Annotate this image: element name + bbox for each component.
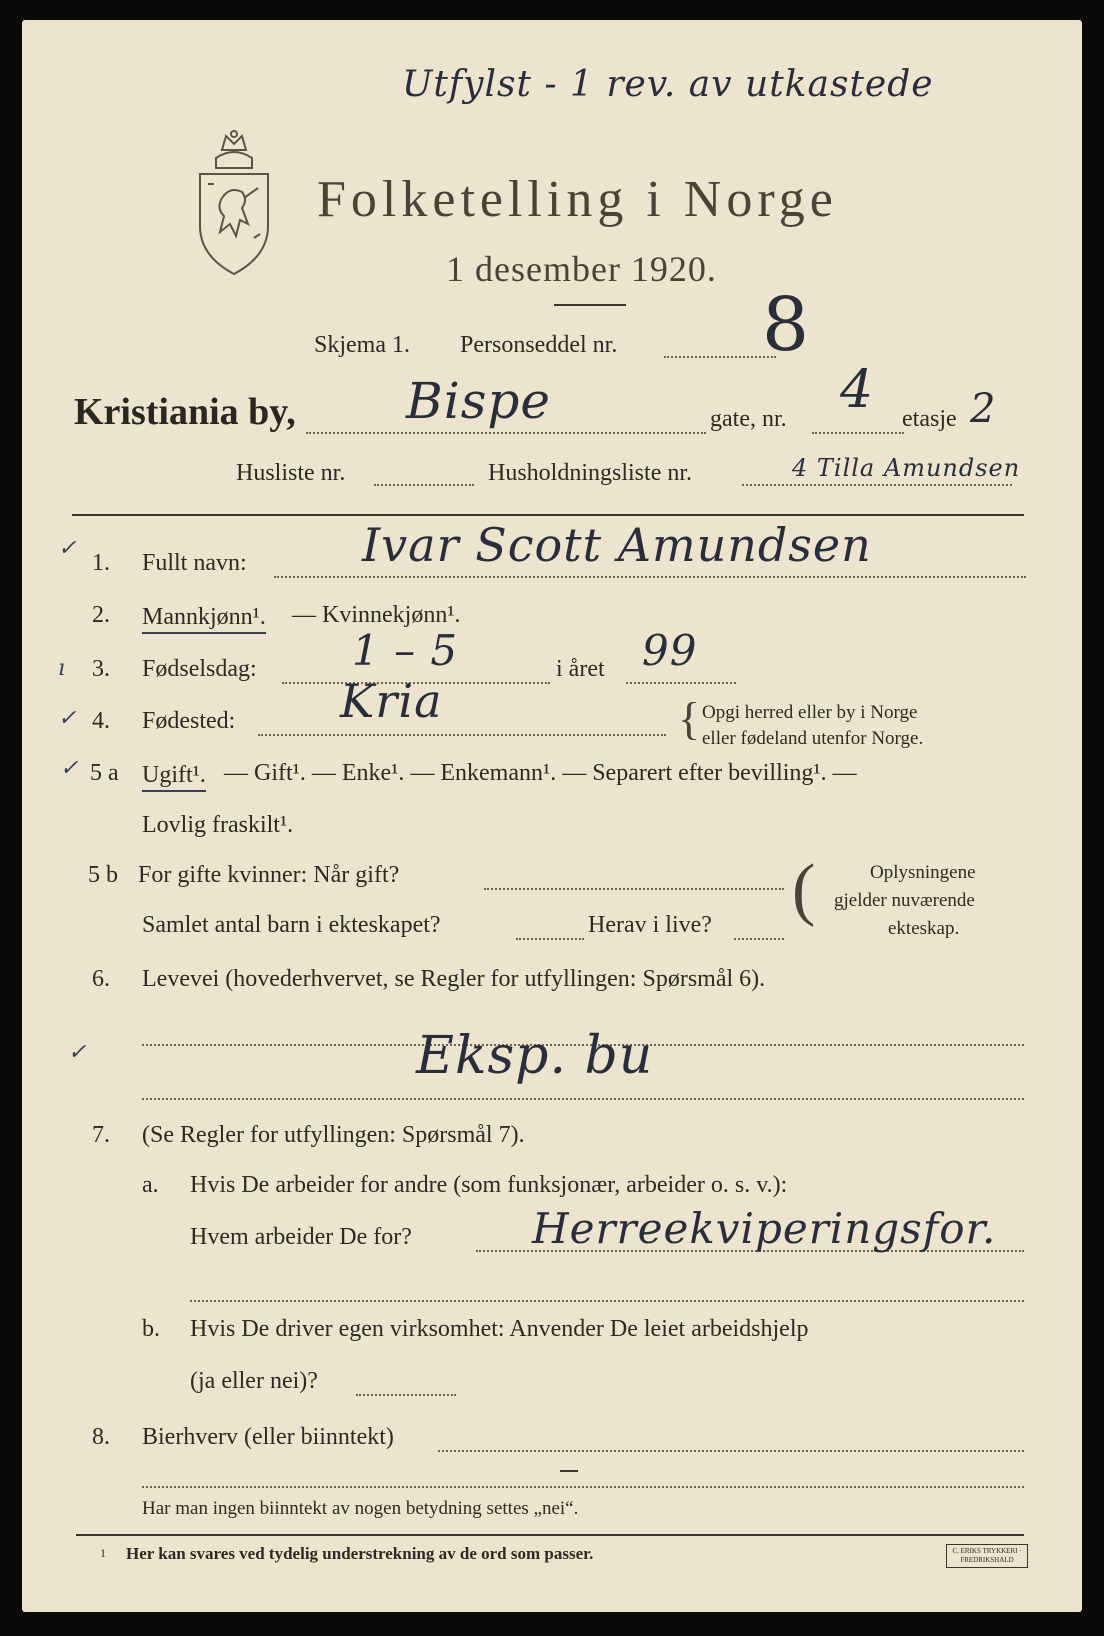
q7b-label: Hvis De driver egen virksomhet: Anvender De leiet arbeidshjelp [190, 1316, 809, 1342]
divorced-option: Lovlig fraskilt¹. [142, 812, 294, 838]
q5b-number: 5 b [88, 862, 118, 888]
printer-mark: C. ERIKS TRYKKERI · FREDRIKSHALD [946, 1544, 1028, 1568]
check-mark: ✓ [68, 1040, 87, 1065]
birthday-value: 1 – 5 [352, 626, 459, 675]
personseddel-line [664, 356, 776, 358]
gate-nr-line [812, 432, 904, 434]
title-divider [554, 304, 626, 306]
married-when-line [484, 888, 784, 890]
q6-number: 6. [92, 966, 110, 992]
street-value: Bispe [406, 372, 551, 430]
footnote: Her kan svares ved tydelig understrekning av de ord som passer. [126, 1544, 594, 1563]
check-mark: ✓ [58, 536, 77, 561]
birthplace-note-2: eller fødeland utenfor Norge. [702, 728, 924, 749]
full-name-value: Ivar Scott Amundsen [362, 518, 872, 572]
q7b-line2: (ja eller nei)? [190, 1368, 318, 1394]
q3-label: Fødselsdag: [142, 656, 257, 682]
q5a-number: 5 a [90, 760, 119, 786]
skjema-label: Skjema 1. [314, 332, 410, 358]
male-option: Mannkjønn¹. [142, 602, 266, 634]
census-date: 1 desember 1920. [446, 249, 717, 289]
form-title: Folketelling i Norge [317, 171, 838, 228]
short-divider [560, 1470, 578, 1472]
unmarried-option: Ugift¹. [142, 760, 206, 792]
q6-label: Levevei (hovederhvervet, se Regler for utfyllingen: Spørsmål 6). [142, 966, 766, 992]
check-mark: ı [58, 656, 66, 681]
q7a-label: Hvis De arbeider for andre (som funksjonær, arbeider o. s. v.): [190, 1172, 788, 1198]
husliste-line [374, 484, 474, 486]
q7b-letter: b. [142, 1316, 160, 1342]
q7-label: (Se Regler for utfyllingen: Spørsmål 7). [142, 1122, 525, 1148]
birthplace-value: Kria [340, 674, 443, 728]
side-income-line-2 [142, 1486, 1024, 1488]
q1-number: 1. [92, 550, 110, 576]
handwritten-annotation: Utfylst - 1 rev. av utkastede [402, 64, 934, 105]
husholdning-line [742, 484, 1012, 486]
husholdning-label: Husholdningsliste nr. [488, 460, 693, 486]
etasje-label: etasje [902, 406, 957, 432]
employer-line-2 [190, 1300, 1024, 1302]
check-mark: ✓ [60, 756, 79, 781]
q8-number: 8. [92, 1424, 110, 1450]
census-form [22, 20, 1082, 1612]
footnote-mark: 1 [100, 1546, 106, 1560]
personseddel-label: Personseddel nr. [460, 332, 618, 358]
employer-label: Hvem arbeider De for? [190, 1224, 412, 1250]
alive-label: Herav i live? [588, 912, 712, 938]
note-brace: { [678, 693, 701, 744]
q1-line [274, 576, 1026, 578]
birthplace-note-1: Opgi herred eller by i Norge [702, 702, 918, 723]
city-label: Kristiania by, [74, 391, 296, 433]
note-bracket: ( [792, 851, 816, 928]
income-note: Har man ingen biinntekt av nogen betydning settes „nei“. [142, 1498, 579, 1519]
birthplace-line [258, 734, 666, 736]
marriage-note-3: ekteskap. [888, 918, 960, 939]
check-mark: ✓ [58, 706, 77, 731]
q3-number: 3. [92, 656, 110, 682]
children-line [516, 938, 584, 940]
employer-value: Herreekviperingsfor. [532, 1204, 997, 1253]
occupation-line-2 [142, 1098, 1024, 1100]
personseddel-number: 8 [762, 282, 811, 368]
marital-options: — Gift¹. — Enke¹. — Enkemann¹. — Separert efter bevilling¹. — [224, 760, 857, 786]
side-income-line [438, 1450, 1024, 1452]
etasje-value: 2 [970, 386, 997, 432]
footnote-rule [76, 1534, 1024, 1536]
gate-label: gate, nr. [710, 406, 787, 432]
year-line [626, 682, 736, 684]
marriage-note-1: Oplysningene [870, 862, 976, 883]
q8-label: Bierhverv (eller biinntekt) [142, 1424, 394, 1450]
marriage-note-2: gjelder nuværende [834, 890, 975, 911]
children-label: Samlet antal barn i ekteskapet? [142, 912, 441, 938]
occupation-value: Eksp. bu [416, 1026, 654, 1086]
q1-label: Fullt navn: [142, 550, 247, 576]
husliste-label: Husliste nr. [236, 460, 346, 486]
q5b-label: For gifte kvinner: Når gift? [138, 862, 400, 888]
gate-nr-value: 4 [840, 360, 875, 420]
hired-help-line [356, 1394, 456, 1396]
q4-number: 4. [92, 708, 110, 734]
street-line [306, 432, 706, 434]
birth-year-value: 99 [642, 626, 698, 675]
header-rule [72, 514, 1024, 516]
q4-label: Fødested: [142, 708, 236, 734]
female-option: — Kvinnekjønn¹. [292, 602, 461, 628]
alive-line [734, 938, 784, 940]
coat-of-arms-lion-icon [192, 128, 276, 278]
year-label: i året [556, 656, 605, 682]
husholdning-value: 4 Tilla Amundsen [792, 454, 1021, 482]
q7a-letter: a. [142, 1172, 159, 1198]
q2-number: 2. [92, 602, 110, 628]
q7-number: 7. [92, 1122, 110, 1148]
